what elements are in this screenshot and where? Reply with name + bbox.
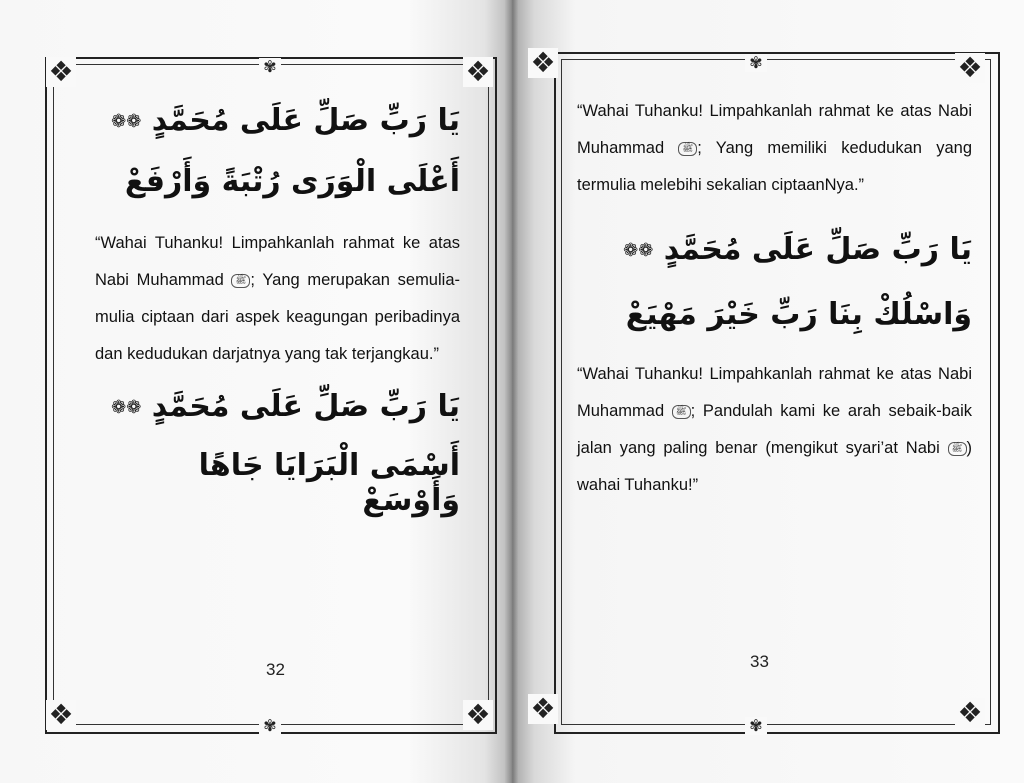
arabic-verse-line [95, 448, 460, 518]
arabic-text: يَا رَبِّ صَلِّ عَلَى مُحَمَّدٍ [151, 389, 460, 424]
floral-corner-icon: ❖ [955, 698, 985, 728]
verse-marker: ❁❁ [111, 111, 142, 132]
verse-marker: ❁❁ [111, 397, 142, 418]
arabic-verse-line [577, 297, 972, 332]
arabic-text: أَعْلَى الْوَرَى رُتْبَةً وَأَرْفَعْ [124, 164, 460, 199]
floral-ornament-icon: ✾ [259, 58, 281, 76]
saw-honorific-icon: ﷺ [672, 405, 691, 419]
book-gutter [505, 0, 519, 783]
left-page [0, 0, 510, 783]
page-number: 33 [750, 652, 769, 671]
saw-honorific-icon: ﷺ [948, 442, 967, 456]
left-page-content [95, 95, 460, 518]
floral-ornament-icon: ✾ [745, 54, 767, 72]
arabic-text: وَاسْلُكْ بِنَا رَبِّ خَيْرَ مَهْيَعْ [625, 297, 972, 332]
floral-corner-icon: ❖ [463, 57, 493, 87]
arabic-verse-line [95, 103, 460, 138]
arabic-text: يَا رَبِّ صَلِّ عَلَى مُحَمَّدٍ [151, 103, 460, 138]
floral-corner-icon: ❖ [528, 48, 558, 78]
arabic-text: أَسْمَى الْبَرَايَا جَاهًا وَأَوْسَعْ [198, 448, 460, 518]
arabic-text: يَا رَبِّ صَلِّ عَلَى مُحَمَّدٍ [663, 232, 972, 267]
arabic-verse-line [95, 389, 460, 424]
saw-honorific-icon: ﷺ [231, 274, 250, 288]
floral-corner-icon: ❖ [955, 53, 985, 83]
floral-corner-icon: ❖ [463, 700, 493, 730]
right-page-content [577, 95, 972, 504]
saw-honorific-icon: ﷺ [678, 142, 697, 156]
arabic-verse-line [577, 232, 972, 267]
translation-paragraph: “Wahai Tuhanku! Limpahkanlah rahmat ke atas Nabi Muhammad ﷺ ; Pandulah kami ke arah sebaik-baik jalan yang paling benar (mengikut syari’at Nabi ﷺ ) wahai Tuhanku!” [577, 365, 972, 494]
floral-corner-icon: ❖ [46, 700, 76, 730]
verse-marker: ❁❁ [623, 240, 654, 261]
floral-corner-icon: ❖ [46, 57, 76, 87]
floral-ornament-icon: ✾ [745, 717, 767, 735]
right-page [514, 0, 1024, 783]
translation-paragraph: “Wahai Tuhanku! Limpahkanlah rahmat ke atas Nabi Muhammad ﷺ ; Yang memiliki kedudukan yang termulia melebihi sekalian ciptaanNya.” [577, 102, 972, 194]
floral-corner-icon: ❖ [528, 694, 558, 724]
arabic-verse-line [95, 164, 460, 199]
translation-paragraph: “Wahai Tuhanku! Limpahkanlah rahmat ke atas Nabi Muhammad ﷺ ; Yang merupakan semulia-mulia ciptaan dari aspek keagungan peribadinya dan kedudukan darjatnya yang tak terjangkau.” [95, 234, 460, 363]
floral-ornament-icon: ✾ [259, 717, 281, 735]
page-number: 32 [266, 660, 285, 679]
